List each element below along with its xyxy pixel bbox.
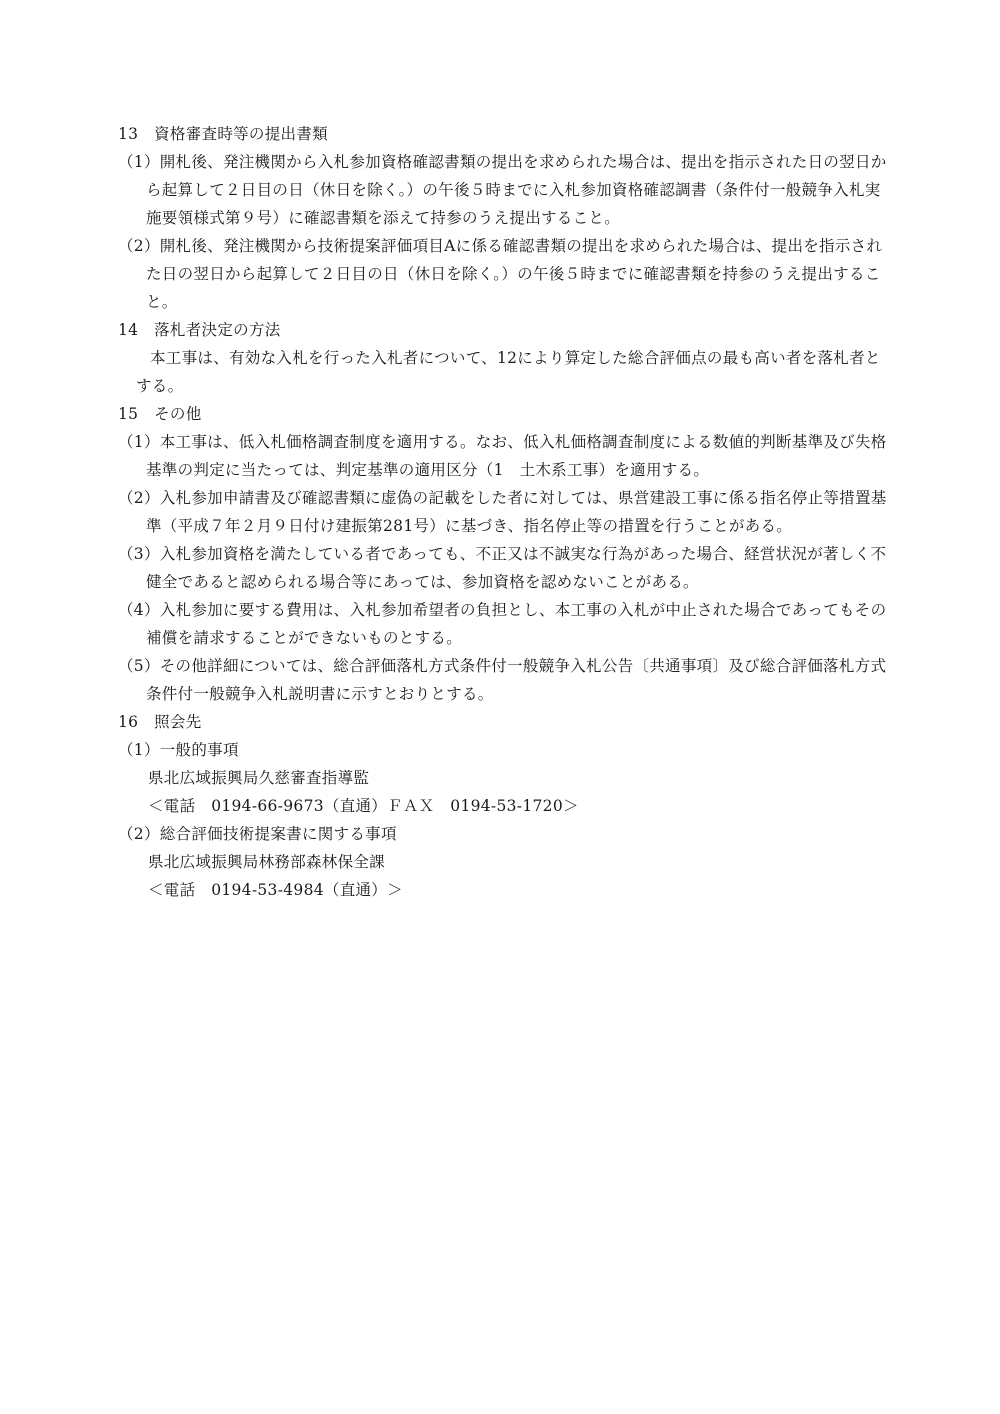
- section-16-heading: 16 照会先: [118, 713, 202, 731]
- section-15-item-5: （5）その他詳細については、総合評価落札方式条件付一般競争入札公告〔共通事項〕及び総合評価落札方式条件付一般競争入札説明書に示すとおりとする。: [118, 657, 887, 703]
- section-15-heading: 15 その他: [118, 405, 202, 423]
- section-15-item-2: （2）入札参加申請書及び確認書類に虚偽の記載をした者に対しては、県営建設工事に係る指名停止等措置基準（平成７年２月９日付け建振第281号）に基づき、指名停止等の措置を行うことがある。: [118, 489, 887, 535]
- document-page: [118, 120, 888, 904]
- section-16-item-1-office: 県北広域振興局久慈審査指導監: [148, 769, 370, 787]
- section-16-item-1-phone: ＜電話 0194-66-9673（直通）ＦＡＸ 0194-53-1720＞: [148, 797, 579, 815]
- section-13-heading: 13 資格審査時等の提出書類: [118, 125, 328, 143]
- section-16-item-2-label: （2）総合評価技術提案書に関する事項: [118, 825, 397, 843]
- section-15-item-1: （1）本工事は、低入札価格調査制度を適用する。なお、低入札価格調査制度による数値的判断基準及び失格基準の判定に当たっては、判定基準の適用区分（1 土木系工事）を適用する。: [118, 433, 887, 479]
- section-16-item-1-label: （1）一般的事項: [118, 741, 239, 759]
- section-13-item-1: （1）開札後、発注機関から入札参加資格確認書類の提出を求められた場合は、提出を指示された日の翌日から起算して２日目の日（休日を除く。）の午後５時までに入札参加資格確認調書（条件付一般競争入札実施要領様式第９号）に確認書類を添えて持参のうえ提出すること。: [118, 153, 887, 227]
- section-16-item-2-phone: ＜電話 0194-53-4984（直通）＞: [148, 881, 403, 899]
- section-15-item-4: （4）入札参加に要する費用は、入札参加希望者の負担とし、本工事の入札が中止された場合であってもその補償を請求することができないものとする。: [118, 601, 887, 647]
- section-16-item-2-office: 県北広域振興局林務部森林保全課: [148, 853, 386, 871]
- section-13-item-2: （2）開札後、発注機関から技術提案評価項目Aに係る確認書類の提出を求められた場合は、提出を指示された日の翌日から起算して２日目の日（休日を除く。）の午後５時までに確認書類を持参のうえ提出すること。: [118, 237, 883, 311]
- section-14-body: 本工事は、有効な入札を行った入札者について、12により算定した総合評価点の最も高い者を落札者とする。: [136, 349, 881, 395]
- section-15-item-3: （3）入札参加資格を満たしている者であっても、不正又は不誠実な行為があった場合、経営状況が著しく不健全であると認められる場合等にあっては、参加資格を認めないことがある。: [118, 545, 887, 591]
- section-14-heading: 14 落札者決定の方法: [118, 321, 281, 339]
